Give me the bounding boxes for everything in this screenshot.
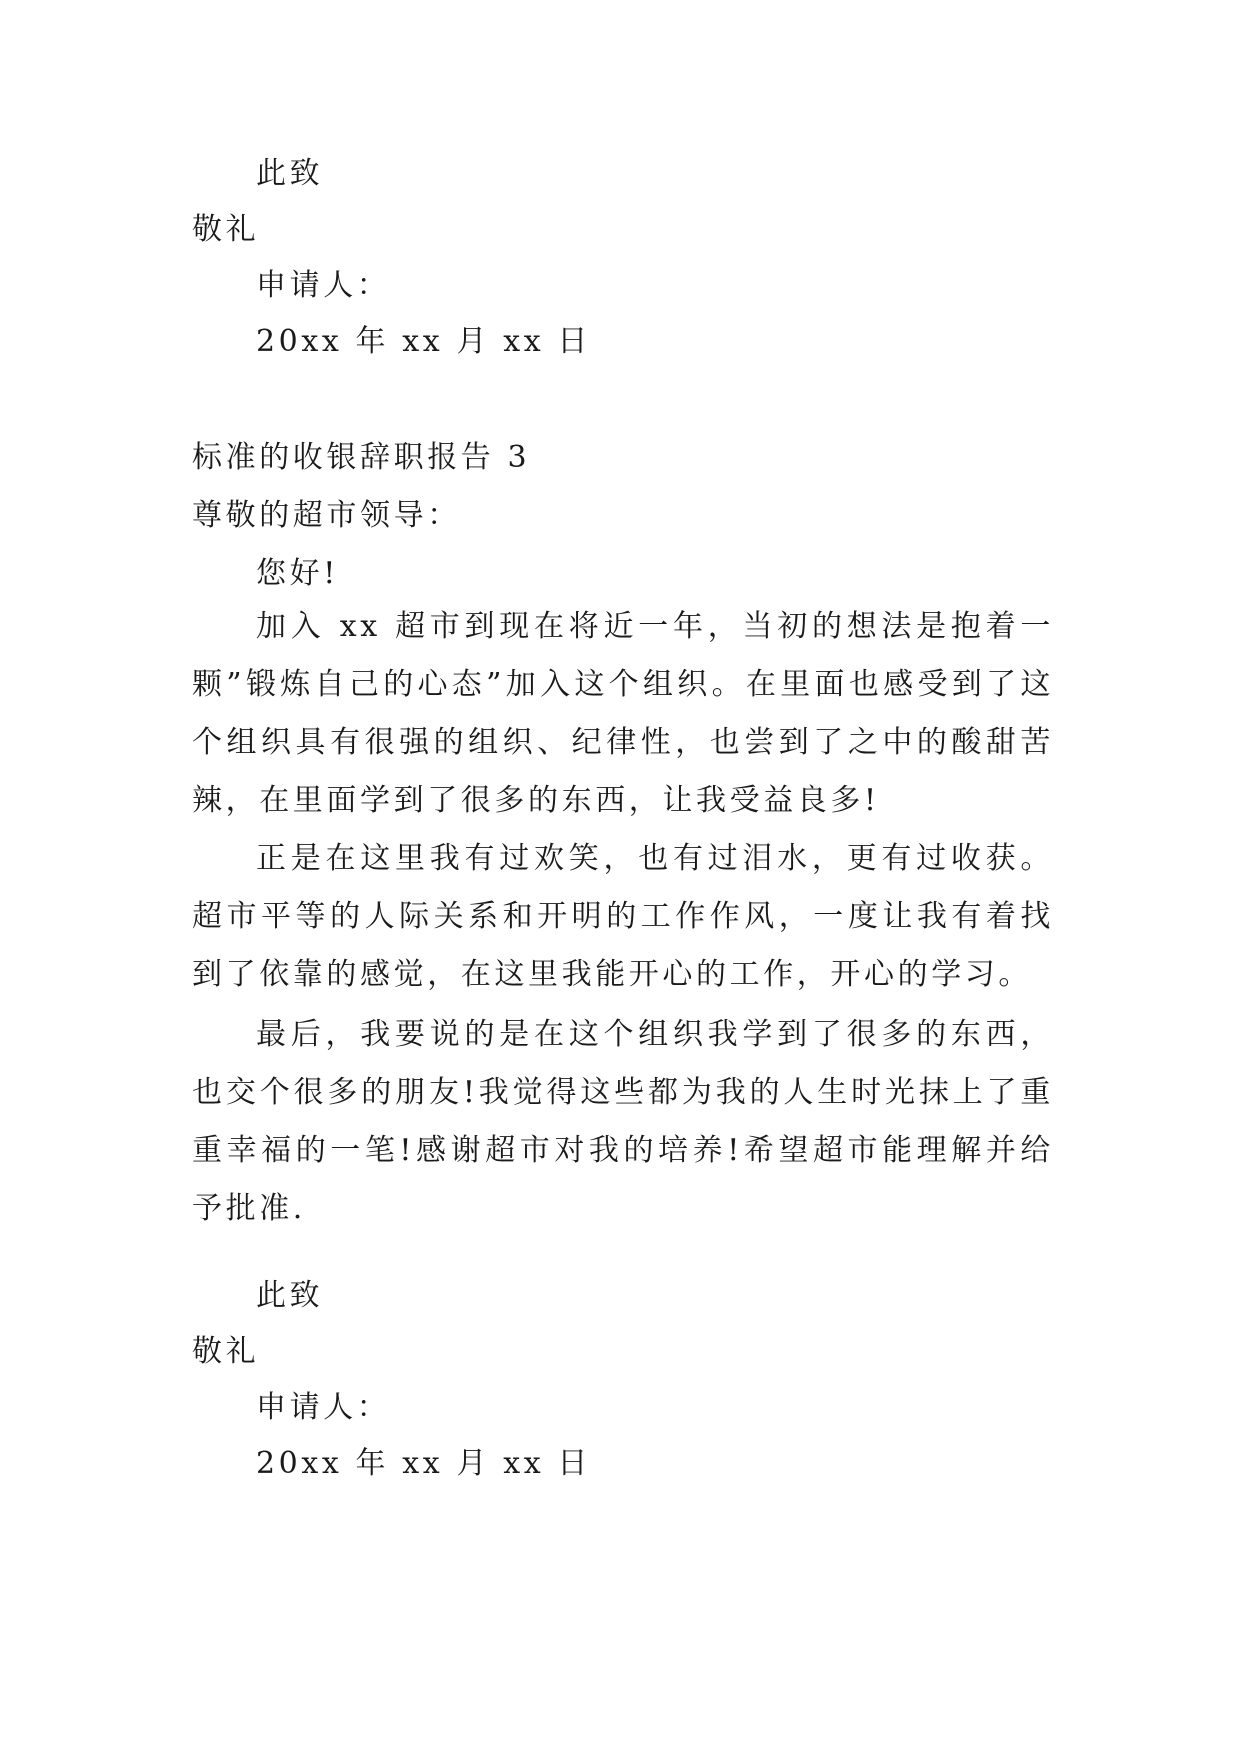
date-line: 20xx 年 xx 月 xx 日 <box>256 324 591 359</box>
body-paragraph: 正是在这里我有过欢笑，也有过泪水，更有过收获。超市平等的人际关系和开明的工作作风，一度让我有着找到了依靠的感觉，在这里我能开心的工作，开心的学习。 <box>192 841 1054 992</box>
date-line: 20xx 年 xx 月 xx 日 <box>256 1446 591 1481</box>
addressee: 尊敬的超市领导： <box>192 498 461 533</box>
closing-text: 此致 <box>256 1278 324 1313</box>
closing-text: 此致 <box>256 156 324 191</box>
salute-text: 敬礼 <box>192 212 260 247</box>
applicant-label: 申请人： <box>256 1390 391 1425</box>
body-paragraph: 加入 xx 超市到现在将近一年，当初的想法是抱着一颗”锻炼自己的心态”加入这个组织。在里面也感受到了这个组织具有很强的组织、纪律性，也尝到了之中的酸甜苦辣，在里面学到了很多的东西，让我受益良多! <box>192 609 1054 818</box>
applicant-label: 申请人： <box>256 268 391 303</box>
section-title: 标准的收银辞职报告 3 <box>192 440 531 475</box>
salute-text: 敬礼 <box>192 1334 260 1369</box>
greeting: 您好! <box>256 556 339 591</box>
body-paragraph: 最后，我要说的是在这个组织我学到了很多的东西，也交个很多的朋友!我觉得这些都为我的人生时光抹上了重重幸福的一笔!感谢超市对我的培养!希望超市能理解并给予批准. <box>192 1017 1054 1226</box>
